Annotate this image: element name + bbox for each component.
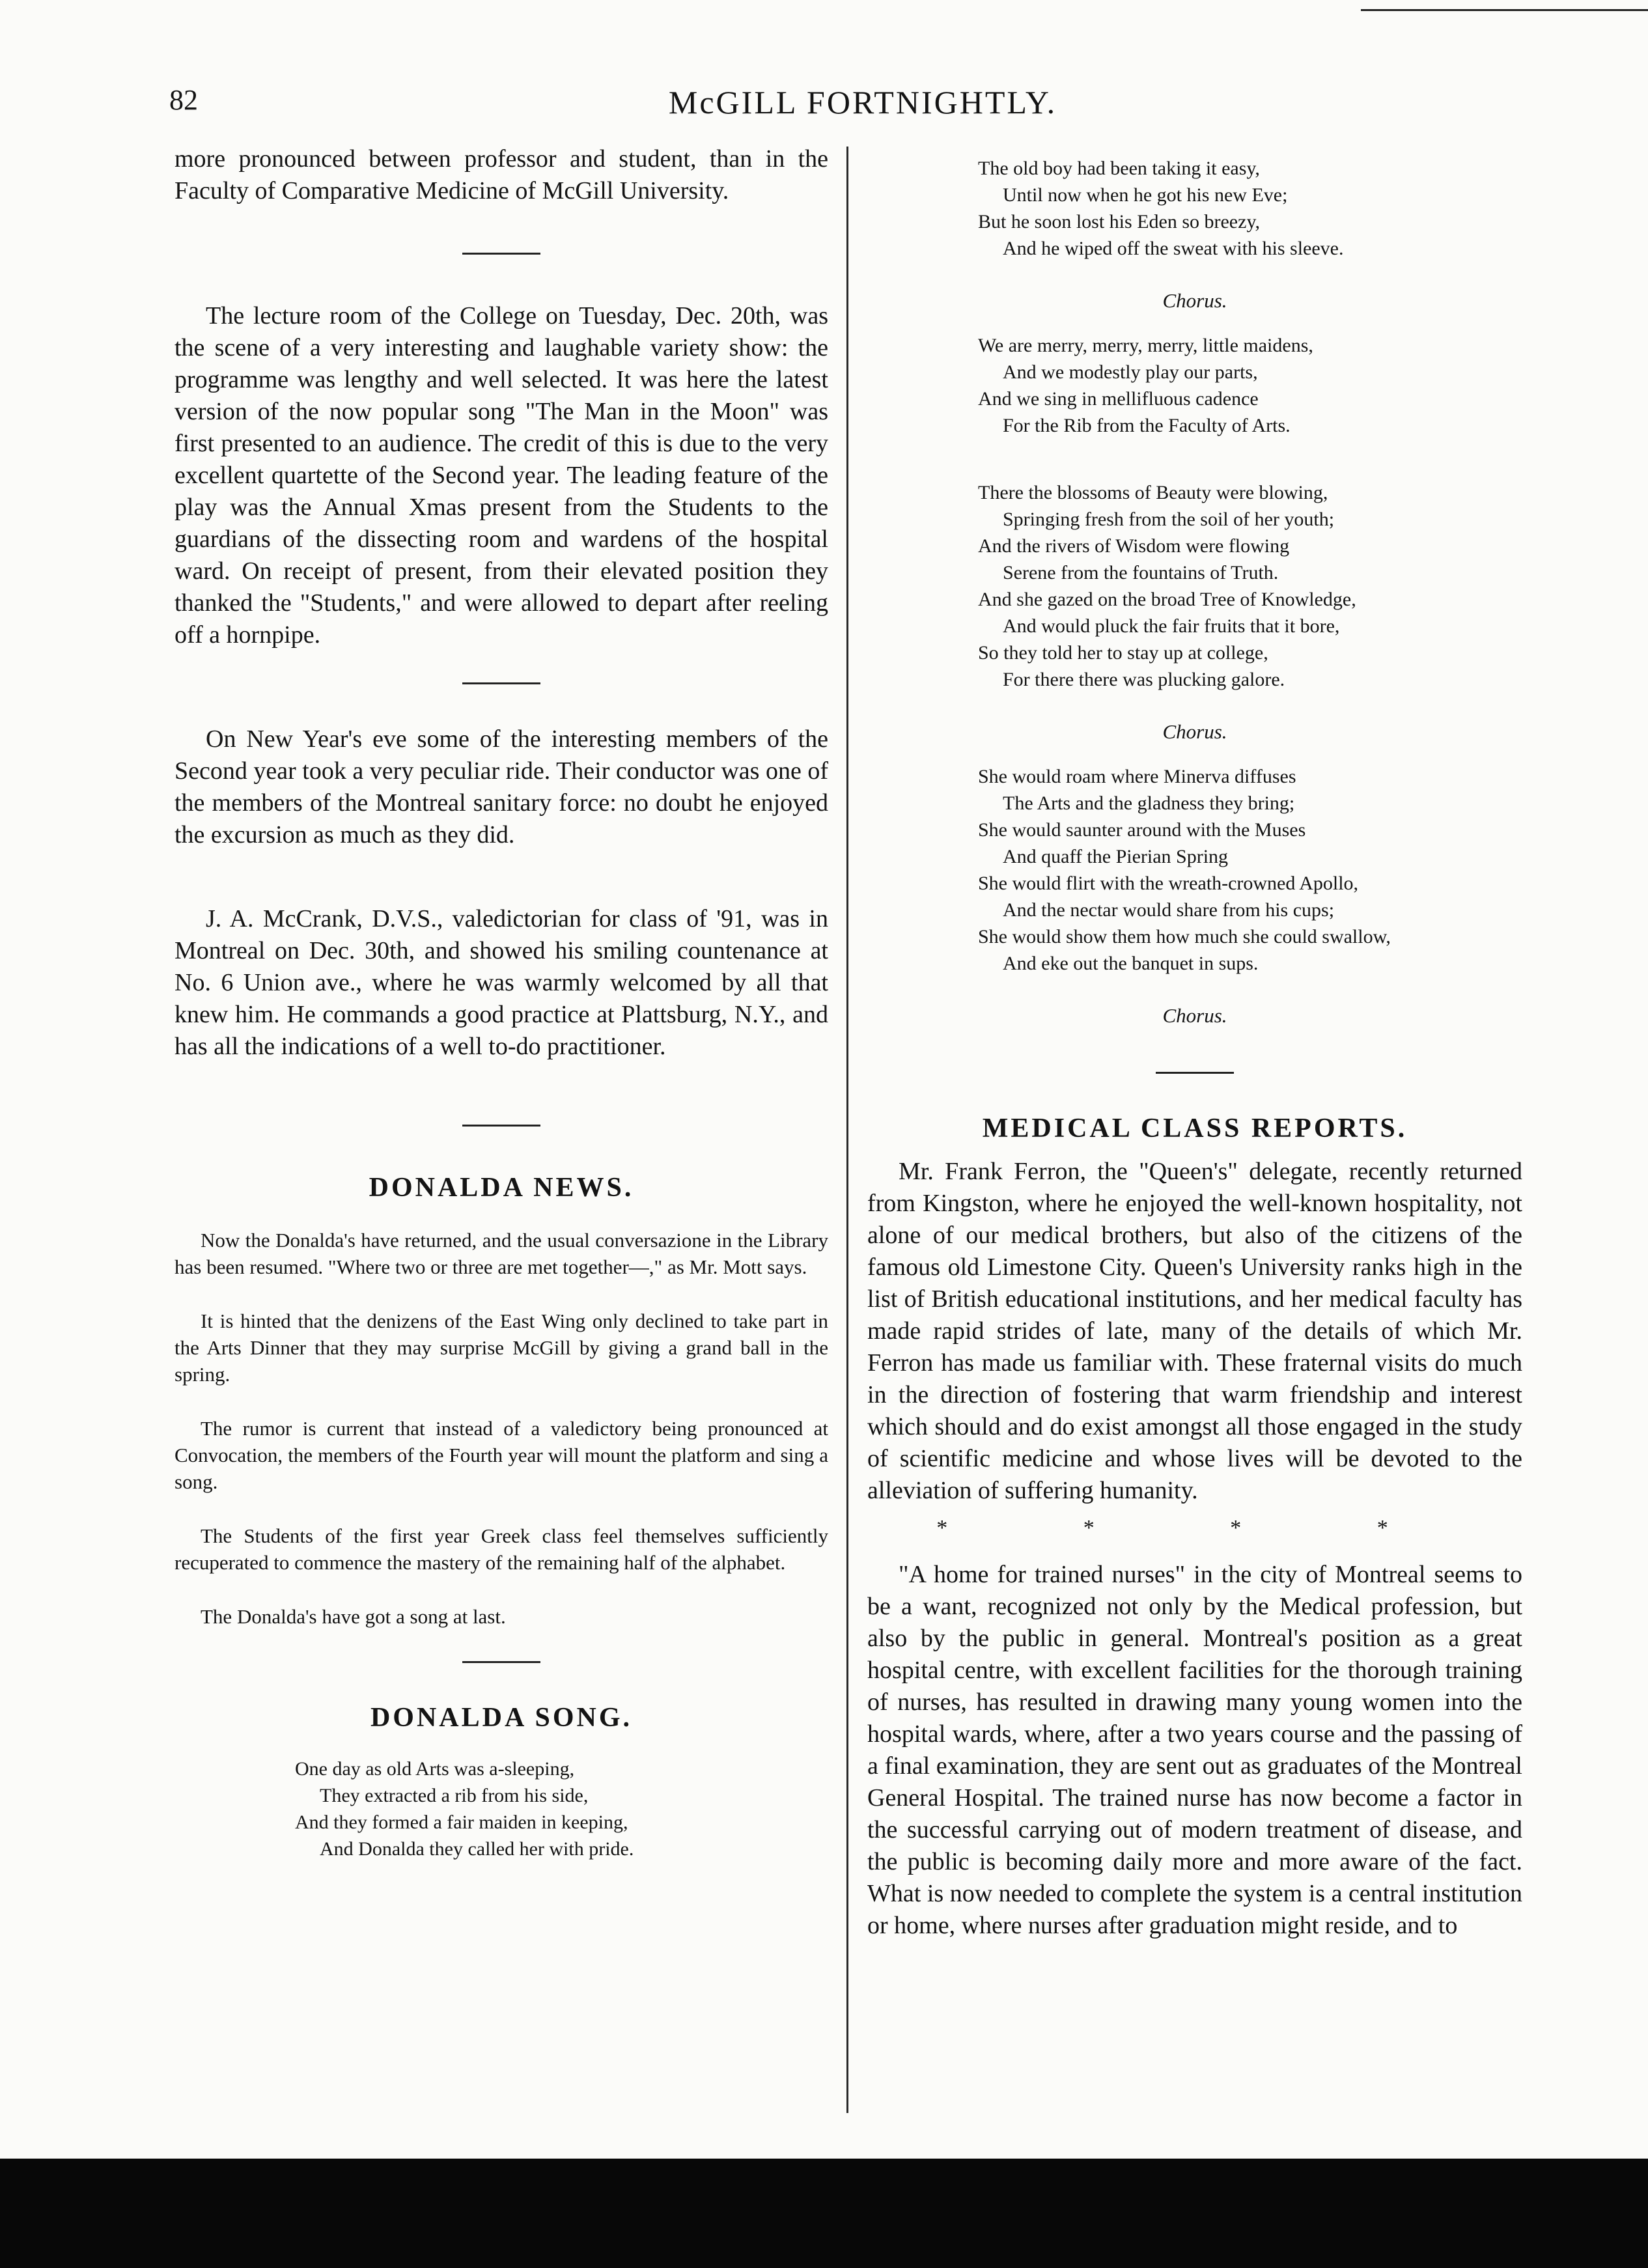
poem-line: And quaff the Pierian Spring: [1003, 846, 1229, 867]
poem-line: And they formed a fair maiden in keeping,: [295, 1812, 628, 1833]
new-years-paragraph: On New Year's eve some of the interesting members of the Second year took a very peculiar ride. Their conductor was one of the members of the Montreal sanitary force: no doubt he enjoyed the excursion as much as they did.: [175, 725, 828, 848]
poem-line: There the blossoms of Beauty were blowing,: [978, 482, 1328, 503]
donalda-song-heading: DONALDA SONG.: [370, 1703, 633, 1733]
section-divider: [1156, 1072, 1234, 1074]
left-column: [175, 137, 828, 1862]
poem-line: We are merry, merry, merry, little maidens,: [978, 335, 1313, 356]
poem-line: She would show them how much she could swallow,: [978, 926, 1391, 947]
poem-line: For there there was plucking galore.: [1003, 669, 1285, 690]
donalda-news-heading: DONALDA NEWS.: [369, 1173, 634, 1203]
song-stanza: [867, 479, 1522, 693]
masthead-title: McGILL FORTNIGHTLY.: [668, 84, 1057, 120]
poem-line: She would saunter around with the Muses: [978, 819, 1306, 841]
medical-class-reports-heading: MEDICAL CLASS REPORTS.: [982, 1113, 1408, 1143]
poem-line: For the Rib from the Faculty of Arts.: [1003, 415, 1291, 436]
news-item: It is hinted that the denizens of the East Wing only declined to take part in the Arts Dinner that they may surprise McGill by giving a grand ball in the spring.: [175, 1309, 828, 1386]
chorus-label: Chorus.: [1162, 289, 1227, 312]
poem-line: But he soon lost his Eden so breezy,: [978, 211, 1260, 232]
poem-line: And eke out the banquet in sups.: [1003, 953, 1259, 974]
page-bottom-band: [0, 2159, 1648, 2268]
right-column: [867, 137, 1522, 1942]
chorus-stanza: [867, 332, 1522, 439]
poem-line: And Donalda they called her with pride.: [320, 1838, 634, 1860]
news-item: The Students of the first year Greek class feel themselves sufficiently recuperated to commence the mastery of the remaining half of the alphabet.: [175, 1524, 828, 1574]
poem-line: And she gazed on the broad Tree of Knowledge,: [978, 589, 1356, 610]
poem-line: One day as old Arts was a-sleeping,: [295, 1758, 575, 1780]
song-stanza: [867, 155, 1522, 262]
section-divider: [462, 253, 540, 255]
poem-line: The old boy had been taking it easy,: [978, 158, 1260, 179]
poem-line: And would pluck the fair fruits that it bore,: [1003, 615, 1340, 637]
poem-line: And we sing in mellifluous cadence: [978, 388, 1259, 410]
intro-paragraph: more pronounced between professor and student, than in the Faculty of Comparative Medicine of McGill University.: [175, 145, 828, 204]
mccrank-paragraph: J. A. McCrank, D.V.S., valedictorian for class of '91, was in Montreal on Dec. 30th, and showed his smiling countenance at No. 6 Union ave., where he was warmly welcomed by all that knew him. He commands a good practice at Plattsburg, N.Y., and has all the indications of a well to-do practitioner.: [175, 905, 828, 1060]
chorus-label: Chorus.: [1162, 720, 1227, 743]
ferron-paragraph: Mr. Frank Ferron, the "Queen's" delegate, recently returned from Kingston, where he enjoyed the well-known hospitality, not alone of our medical brothers, but also of the citizens of the famous old Limestone City. Queen's University ranks high in the list of British educational institutions, and her medical faculty has made rapid strides of late, many of the details of which Mr. Ferron has made us familiar with. These fraternal visits do much in the direction of fostering that warm friendship and interest which should and do exist amongst all those engaged in the study of scientific medicine and whose lives will be devoted to the alleviation of suffering humanity.: [867, 1158, 1522, 1504]
news-item: Now the Donalda's have returned, and the usual conversazione in the Library has been resumed. "Where two or three are met together—," as Mr. Mott says.: [175, 1229, 828, 1278]
poem-line: And the nectar would share from his cups;: [1003, 899, 1335, 921]
poem-line: Serene from the fountains of Truth.: [1003, 562, 1279, 583]
song-stanza: [175, 1756, 828, 1862]
section-stars: * * * *: [936, 1516, 1453, 1540]
song-stanza: [867, 763, 1522, 977]
top-edge-rule: [1361, 9, 1648, 11]
chorus-label: Chorus.: [1162, 1004, 1227, 1027]
nurses-home-paragraph: "A home for trained nurses" in the city of Montreal seems to be a want, recognized not only by the Medical profession, but also by the public in general. Montreal's position as a great hospital centre, with excellent facilities for the thorough training of nurses, has resulted in drawing many young women into the hospital wards, where, after a two years course and the passing of a final examination, they are sent out as graduates of the Montreal General Hospital. The trained nurse has now become a factor in the successful carrying out of modern treatment of disease, and the public is becoming daily more and more aware of the fact. What is now needed to complete the system is a central institution or home, where nurses after graduation might reside, and to: [867, 1561, 1522, 1939]
section-divider: [462, 1125, 540, 1127]
poem-line: She would roam where Minerva diffuses: [978, 766, 1296, 787]
poem-line: The Arts and the gladness they bring;: [1003, 792, 1295, 814]
page-number: 82: [169, 84, 198, 116]
poem-line: She would flirt with the wreath-crowned Apollo,: [978, 873, 1359, 894]
poem-line: So they told her to stay up at college,: [978, 642, 1268, 664]
news-item: The Donalda's have got a song at last.: [201, 1605, 506, 1628]
donalda-news-list: [175, 1227, 828, 1630]
lecture-room-paragraph: The lecture room of the College on Tuesday, Dec. 20th, was the scene of a very interesting and laughable variety show: the programme was lengthy and well selected. It was here the latest version of the now popular song "The Man in the Moon" was first presented to an audience. The credit of this is due to the very excellent quartette of the Second year. The leading feature of the play was the Annual Xmas present from the Students to the guardians of the dissecting room and wardens of the hospital ward. On receipt of present, from their elevated position they thanked the "Students," and were allowed to depart after reeling off a hornpipe.: [175, 302, 828, 649]
poem-line: Springing fresh from the soil of her youth;: [1003, 509, 1335, 530]
column-divider: [846, 147, 848, 2113]
poem-line: They extracted a rib from his side,: [320, 1785, 589, 1806]
section-divider: [462, 682, 540, 684]
section-divider: [462, 1661, 540, 1663]
poem-line: Until now when he got his new Eve;: [1003, 184, 1288, 206]
poem-line: And we modestly play our parts,: [1003, 361, 1258, 383]
poem-line: And the rivers of Wisdom were flowing: [978, 535, 1290, 557]
page-header: [169, 83, 1556, 129]
poem-line: And he wiped off the sweat with his sleeve.: [1003, 238, 1344, 259]
news-item: The rumor is current that instead of a valedictory being pronounced at Convocation, the members of the Fourth year will mount the platform and sing a song.: [175, 1417, 828, 1493]
